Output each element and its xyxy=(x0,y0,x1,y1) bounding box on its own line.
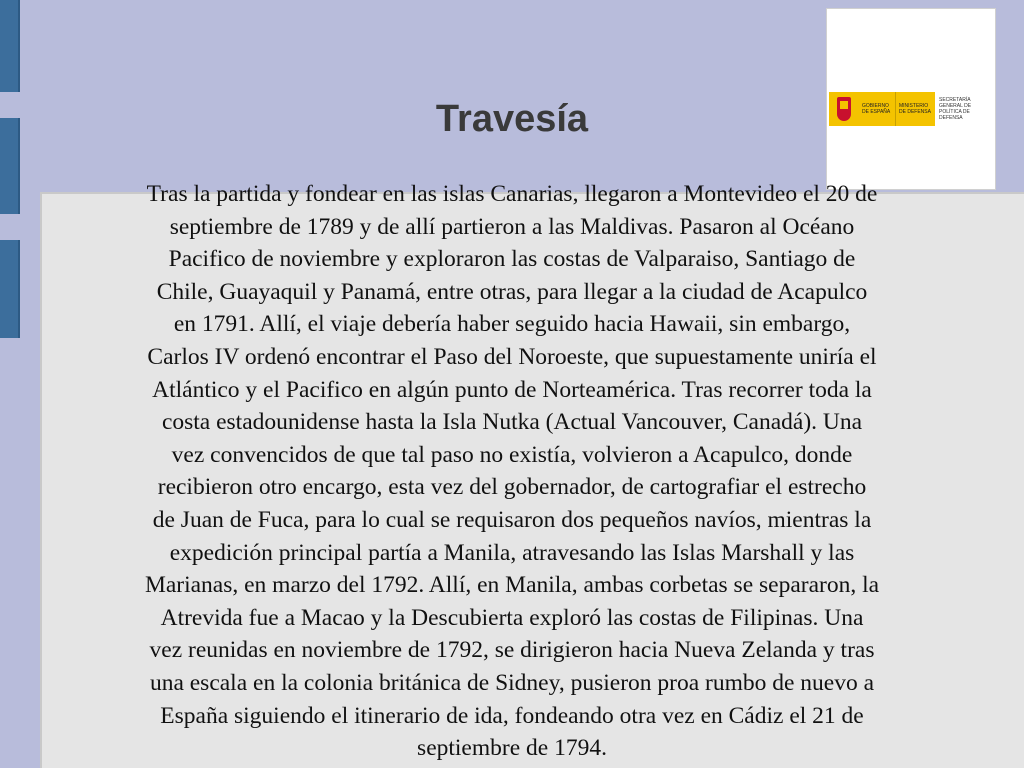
body-line: recibieron otro encargo, esta vez del gobernador, de cartografiar el estrecho xyxy=(157,474,867,501)
body-line: Pacifico de noviembre y exploraron las costas de Valparaiso, Santiago de xyxy=(168,246,856,273)
body-paragraph xyxy=(70,178,954,765)
body-line: costa estadounidense hasta la Isla Nutka (Actual Vancouver, Canadá). Una xyxy=(161,409,863,436)
body-line: una escala en la colonia británica de Sidney, pusieron proa rumbo de nuevo a xyxy=(149,669,875,696)
body-line: España siguiendo el itinerario de ida, fondeando otra vez en Cádiz el 21 de xyxy=(160,702,864,729)
decorative-bar-bottom xyxy=(0,240,20,338)
body-line: vez convencidos de que tal paso no existía, volvieron a Acapulco, donde xyxy=(171,441,853,468)
body-line: Carlos IV ordenó encontrar el Paso del Noroeste, que supuestamente uniría el xyxy=(147,343,877,370)
body-line: de Juan de Fuca, para lo cual se requisaron dos pequeños navíos, mientras la xyxy=(152,506,872,533)
logo-government-text: GOBIERNO DE ESPAÑA xyxy=(859,92,895,126)
decorative-bar-top xyxy=(0,0,20,92)
logo-secretariat-text: SECRETARÍA GENERAL DE POLÍTICA DE DEFENSA xyxy=(939,97,972,121)
body-line: Chile, Guayaquil y Panamá, entre otras, para llegar a la ciudad de Acapulco xyxy=(156,278,868,305)
body-line: septiembre de 1794. xyxy=(417,735,607,762)
body-line: Tras la partida y fondear en las islas Canarias, llegaron a Montevideo el 20 de xyxy=(146,181,878,207)
body-line: septiembre de 1789 y de allí partieron a las Maldivas. Pasaron al Océano xyxy=(169,213,855,240)
body-line: vez reunidas en noviembre de 1792, se dirigieron hacia Nueva Zelanda y tras xyxy=(149,637,875,664)
body-line: Atlántico y el Pacifico en algún punto de Norteamérica. Tras recorrer toda la xyxy=(152,376,872,403)
body-line: en 1791. Allí, el viaje debería haber seguido hacia Hawaii, sin embargo, xyxy=(173,311,851,338)
slide-title: Travesía xyxy=(435,98,589,140)
body-line: Atrevida fue a Macao y la Descubierta exploró las costas de Filipinas. Una xyxy=(160,604,864,631)
body-line: expedición principal partía a Manila, atravesando las Islas Marshall y las xyxy=(169,539,855,566)
logo-ministry-text: MINISTERIO DE DEFENSA xyxy=(895,92,935,126)
body-line: Marianas, en marzo del 1792. Allí, en Manila, ambas corbetas se separaron, la xyxy=(144,572,880,599)
